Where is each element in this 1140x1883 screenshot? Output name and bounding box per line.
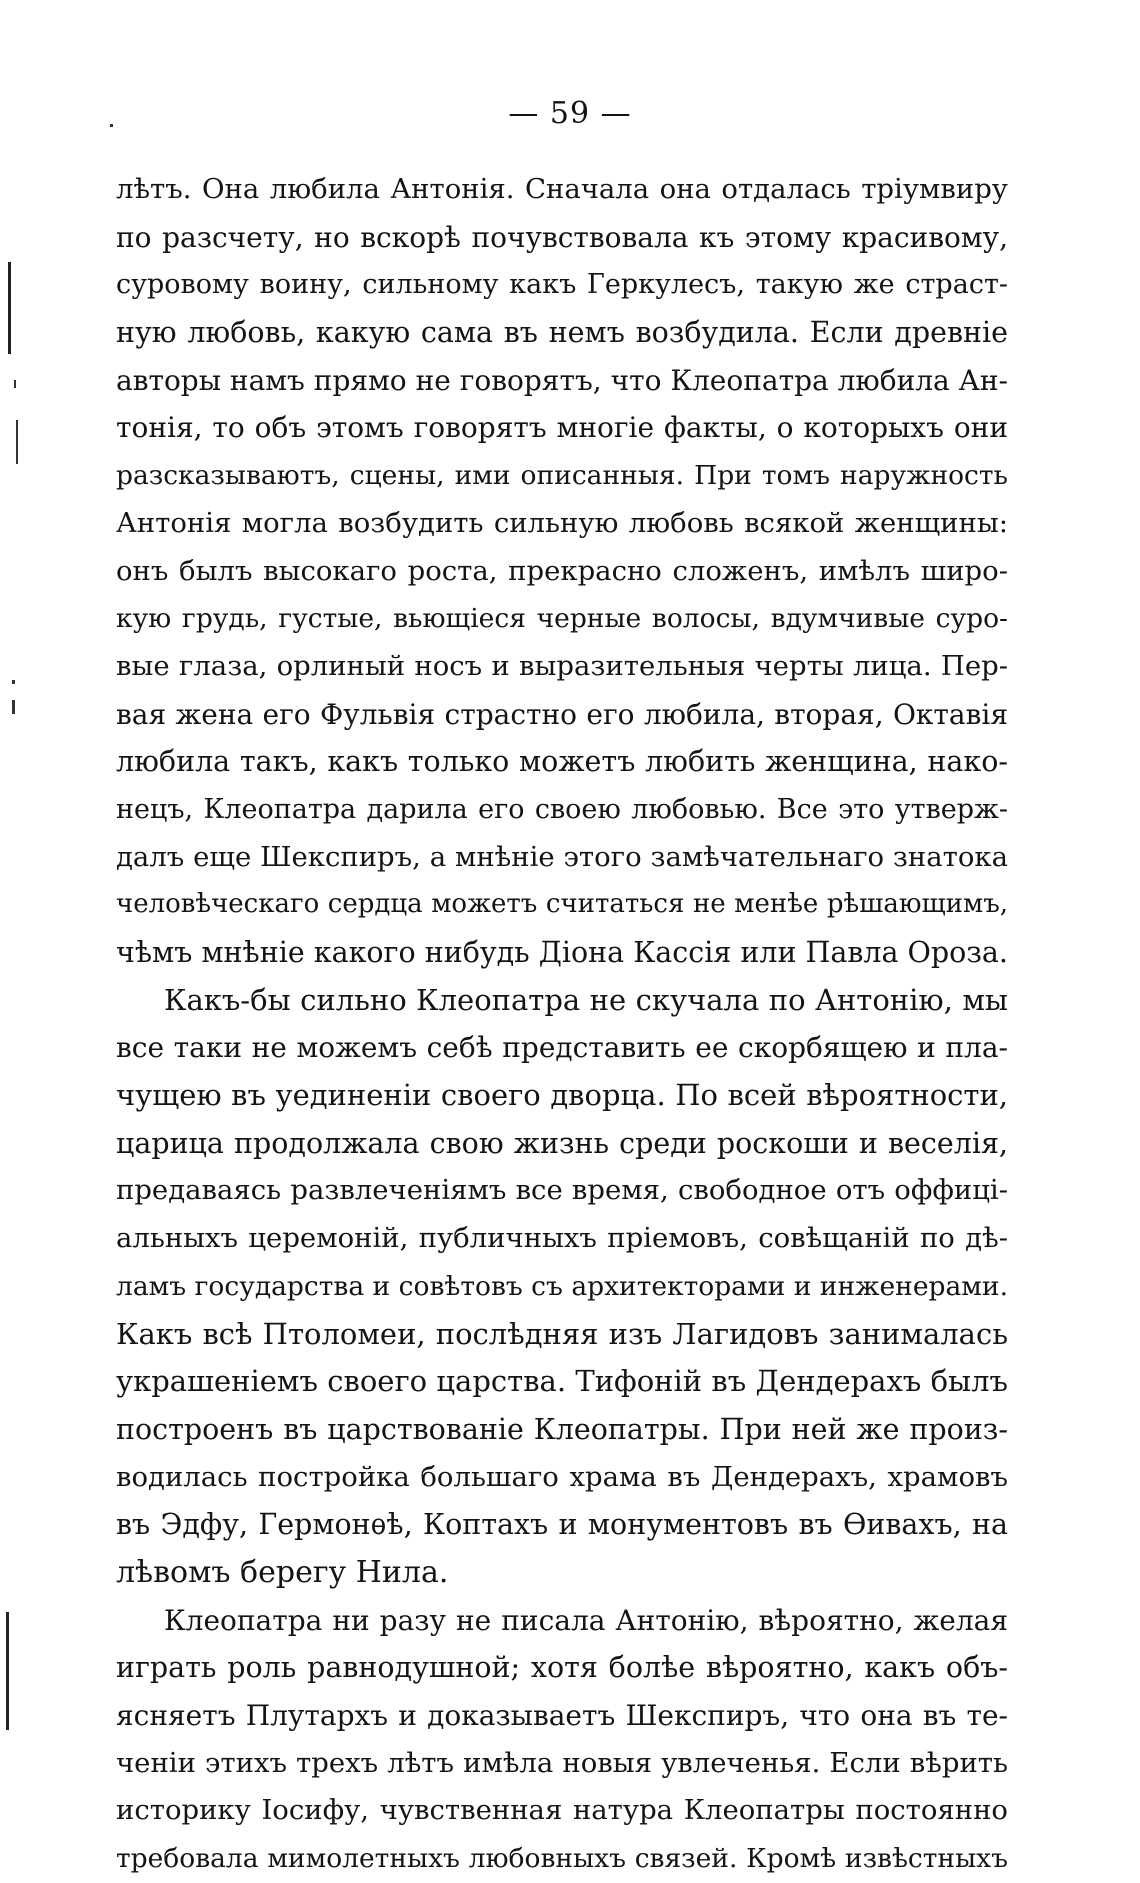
text-line: тонія, то объ этомъ говорятъ многіе факты, о которыхъ они (116, 411, 1008, 445)
page-number: — 59 — (508, 96, 632, 131)
text-line: ламъ государства и совѣтовъ съ архитекторами и инженерами. (116, 1270, 1008, 1302)
scan-speck (14, 380, 16, 388)
paragraph-3 (116, 1597, 1008, 1883)
text-line: авторы намъ прямо не говорятъ, что Клеопатра любила Ан- (116, 363, 1008, 397)
text-line: нецъ, Клеопатра дарила его своею любовью. Все это утверж- (116, 793, 1008, 825)
body-text (116, 166, 1008, 1883)
text-line: водилась постройка большаго храма въ Дендерахъ, храмовъ (116, 1460, 1008, 1493)
text-line: по разсчету, но вскорѣ почувствовала къ этому красивому, (116, 220, 1008, 254)
text-line: далъ еще Шекспиръ, а мнѣніе этого замѣчательнаго знатока (116, 840, 1008, 873)
text-line: любила такъ, какъ только можетъ любить женщина, нако- (116, 745, 1008, 779)
scan-speck (12, 700, 15, 714)
text-line: альныхъ церемоній, публичныхъ пріемовъ, совѣщаній по дѣ- (116, 1222, 1008, 1255)
text-line: историку Іосифу, чувственная натура Клеопатры постоянно (116, 1794, 1008, 1827)
text-line: построенъ въ царствованіе Клеопатры. При ней же произ- (116, 1412, 1008, 1446)
text-line: ную любовь, какую сама въ немъ возбудила. Если древніе (116, 316, 1008, 350)
scan-speck (16, 420, 18, 464)
paragraph-2 (116, 977, 1008, 1597)
text-line: играть роль равнодушной; хотя болѣе вѣроятно, какъ объ- (116, 1651, 1008, 1685)
text-line: лѣтъ. Она любила Антонія. Сначала она отдалась тріумвиру (116, 173, 1008, 205)
text-line: царица продолжала свою жизнь среди роскоши и веселія, (116, 1126, 1008, 1160)
text-line: чѣмъ мнѣніе какого нибудь Діона Кассія или Павла Ороза. (116, 936, 1008, 969)
text-line: суровому воину, сильному какъ Геркулесъ, такую же страст- (116, 269, 1008, 301)
text-line: предаваясь развлеченіямъ все время, свободное отъ оффиці- (116, 1174, 1008, 1207)
text-line: вые глаза, орлиный носъ и выразительныя черты лица. Пер- (116, 649, 1008, 682)
text-line: онъ былъ высокаго роста, прекрасно сложенъ, имѣлъ широ- (116, 554, 1008, 587)
text-line: Антонія могла возбудить сильную любовь всякой женщины: (116, 506, 1008, 539)
text-line: все таки не можемъ себѣ представить ее скорбящею и пла- (116, 1031, 1008, 1065)
text-line: вая жена его Фульвія страстно его любила, вторая, Октавія (116, 697, 1008, 731)
text-line: разсказываютъ, сцены, ими описанныя. При томъ наружность (116, 460, 1008, 492)
text-line: требовала мимолетныхъ любовныхъ связей. Кромѣ извѣстныхъ (116, 1843, 1008, 1875)
paragraph-1 (116, 166, 1008, 977)
text-line: лѣвомъ берегу Нила. (116, 1554, 449, 1590)
text-line: ченіи этихъ трехъ лѣтъ имѣла новыя увлеченья. Если вѣрить (116, 1746, 1008, 1779)
text-line: въ Эдфу, Гермонѳѣ, Коптахъ и монументовъ въ Ѳивахъ, на (116, 1508, 1008, 1542)
text-line: человѣческаго сердца можетъ считаться не менѣе рѣшающимъ, (116, 889, 1008, 920)
scan-speck (12, 680, 15, 684)
text-line: Какъ всѣ Птоломеи, послѣдняя изъ Лагидовъ занималась (116, 1316, 1008, 1351)
text-line: кую грудь, густые, вьющіеся черные волосы, вдумчивые суро- (116, 603, 1008, 635)
text-line: Какъ-бы сильно Клеопатра не скучала по Антонію, мы (164, 982, 1008, 1017)
scan-margin-mark (6, 1612, 9, 1730)
text-line: чущею въ уединеніи своего дворца. По всей вѣроятности, (116, 1078, 1008, 1113)
scan-margin-mark (8, 262, 11, 354)
text-line: украшеніемъ своего царства. Тифоній въ Дендерахъ былъ (116, 1364, 1008, 1399)
text-line: Клеопатра ни разу не писала Антонію, вѣроятно, желая (164, 1603, 1008, 1637)
text-line: ясняетъ Плутархъ и доказываетъ Шекспиръ, что она въ те- (116, 1699, 1008, 1732)
